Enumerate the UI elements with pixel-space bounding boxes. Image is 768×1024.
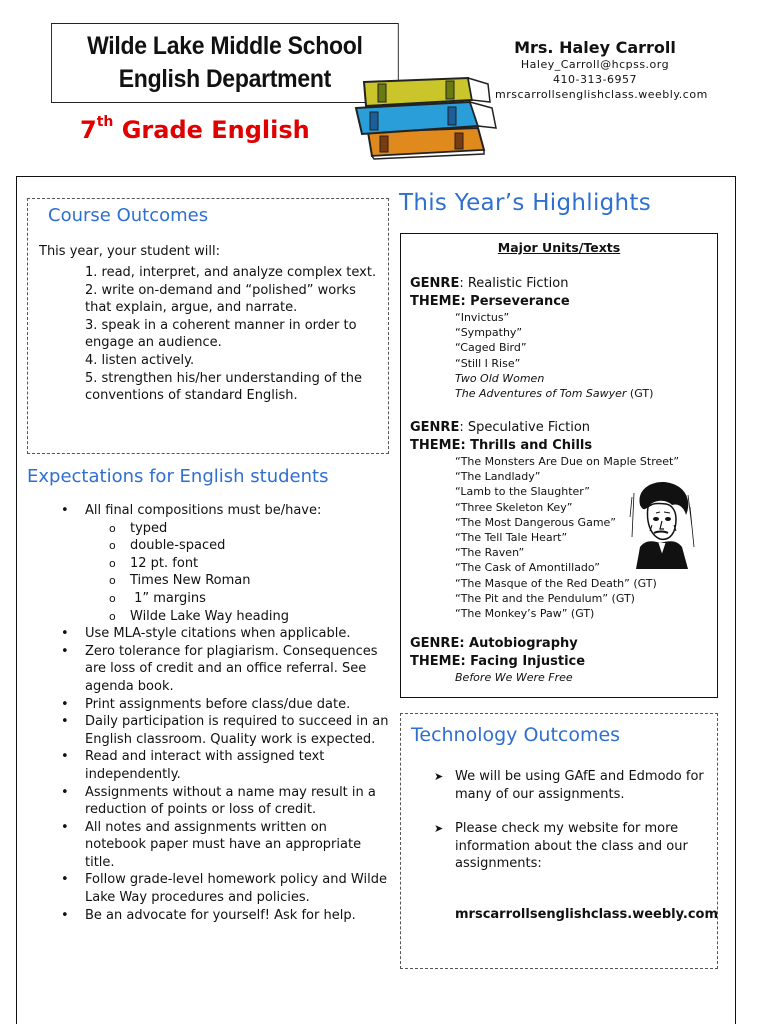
works-list [410, 670, 585, 685]
work-item: “The Most Dangerous Game” [455, 515, 617, 529]
work-item: “The Monsters Are Due on Maple Street” [455, 455, 680, 468]
list-item [61, 502, 391, 625]
theme-value: : Thrills and Chills [460, 437, 593, 453]
work-item: “The Cask of Amontillado” [455, 561, 600, 575]
grade-number: 7 [80, 116, 97, 144]
grade-suffix: th [96, 114, 114, 130]
gt-tag: (GT) [626, 387, 654, 401]
teacher-email: Haley_Carroll@hcpss.org [520, 58, 670, 71]
work-item: “The Landlady” [455, 470, 541, 484]
theme-line [410, 437, 679, 455]
work-item: “Invictus” [455, 311, 510, 324]
expectations-heading: Expectations for English students [27, 466, 329, 487]
list-item: • Use MLA-style citations when applicable. [61, 625, 391, 643]
expectations-list [61, 502, 391, 924]
theme-value: : Facing Injustice [460, 653, 586, 669]
list-item: • Read and interact with assigned text independently. [61, 748, 391, 783]
unit-autobiography [410, 635, 585, 685]
work-item: Before We Were Free [455, 671, 573, 684]
genre-label: GENRE [410, 420, 460, 435]
genre-line [410, 419, 679, 437]
course-outcomes-intro: This year, your student will: [39, 244, 221, 259]
department-name: English Department [118, 65, 332, 93]
list-item: 1. read, interpret, and analyze complex text. [85, 265, 377, 280]
course-outcomes-list [85, 264, 385, 405]
list-item: • Print assignments before class/due date. [61, 696, 391, 714]
work-item: “The Tell Tale Heart” [455, 531, 568, 545]
work-title: The Adventures of Tom Sawyer [455, 387, 627, 401]
genre-value: : Autobiography [459, 636, 578, 651]
work-item: “The Masque of the Red Death” (GT) [455, 576, 657, 590]
work-item: “The Raven” [455, 546, 525, 560]
class-website-link[interactable]: mrscarrollsenglishclass.weebly.com [455, 907, 719, 922]
unit-realistic-fiction [410, 275, 653, 401]
work-item: “Caged Bird” [455, 341, 527, 355]
technology-outcomes-heading: Technology Outcomes [411, 724, 621, 746]
technology-list [434, 768, 704, 890]
work-item: “The Monkey’s Paw” (GT) [455, 607, 595, 621]
course-outcomes-heading: Course Outcomes [48, 205, 209, 226]
works-list [410, 310, 653, 401]
genre-label: GENRE [410, 276, 460, 291]
list-item: • All notes and assignments written on notebook paper must have an appropriate title. [61, 819, 391, 872]
school-title-box [51, 23, 399, 103]
compositions-label: All final compositions must be/have: [85, 503, 322, 518]
list-item: 2. write on-demand and “polished” works that explain, argue, and narrate. [85, 282, 356, 316]
sub-list-item: o 1” margins [109, 590, 391, 608]
list-item: • Follow grade-level homework policy and Wilde Lake Way procedures and policies. [61, 871, 391, 906]
sub-list-item: o Times New Roman [109, 572, 391, 590]
list-item: • Zero tolerance for plagiarism. Consequences are loss of credit and an office referral. See agenda book. [61, 643, 391, 696]
list-item: 4. listen actively. [85, 352, 195, 368]
stack-of-books-icon [350, 62, 500, 160]
sub-list-item: o 12 pt. font [109, 555, 391, 573]
work-item [455, 386, 653, 401]
technology-outcomes-box [400, 713, 718, 969]
list-item: 3. speak in a coherent manner in order to engage an audience. [85, 317, 357, 351]
genre-line [410, 275, 653, 293]
grade-title [80, 116, 310, 144]
sub-list-item: o Wilde Lake Way heading [109, 608, 391, 626]
work-item: “Lamb to the Slaughter” [455, 485, 590, 499]
genre-label: GENRE [410, 636, 460, 651]
theme-value: : Perseverance [460, 293, 570, 309]
school-name: Wilde Lake Middle School [87, 32, 363, 60]
major-units-box [400, 233, 718, 698]
teacher-website: mrscarrollsenglishclass.weebly.com [495, 88, 708, 101]
teacher-name: Mrs. Haley Carroll [514, 38, 676, 57]
work-item: “Sympathy” [455, 326, 523, 340]
genre-value: : Realistic Fiction [459, 276, 569, 291]
theme-label: THEME [410, 653, 461, 669]
genre-value: : Speculative Fiction [459, 420, 591, 435]
theme-label: THEME [410, 293, 461, 309]
genre-line [410, 635, 585, 653]
theme-line [410, 653, 585, 671]
list-item: • Daily participation is required to succeed in an English classroom. Quality work is expected. [61, 713, 391, 748]
theme-label: THEME [410, 437, 461, 453]
poe-portrait-icon [626, 477, 696, 569]
work-item: “Three Skeleton Key” [455, 500, 573, 514]
list-item: 5. strengthen his/her understanding of the conventions of standard English. [85, 370, 363, 404]
list-item: ➤ Please check my website for more information about the class and our assignments: [434, 820, 704, 873]
list-item: • Be an advocate for yourself! Ask for help. [61, 907, 391, 925]
major-units-title: Major Units/Texts [497, 240, 621, 255]
work-item: “The Pit and the Pendulum” (GT) [455, 591, 635, 605]
composition-requirements [85, 520, 391, 626]
teacher-contact [495, 38, 708, 102]
sub-list-item: o double-spaced [109, 537, 391, 555]
list-item: • Assignments without a name may result in a reduction of points or loss of credit. [61, 784, 391, 819]
teacher-phone: 410-313-6957 [553, 73, 637, 86]
theme-line [410, 293, 653, 311]
highlights-heading: This Year’s Highlights [399, 190, 652, 216]
grade-rest: Grade English [113, 116, 310, 144]
list-item: ➤ We will be using GAfE and Edmodo for many of our assignments. [434, 768, 704, 803]
sub-list-item: o typed [109, 520, 391, 538]
work-item: Two Old Women [455, 371, 545, 385]
work-item: “Still I Rise” [455, 356, 521, 370]
